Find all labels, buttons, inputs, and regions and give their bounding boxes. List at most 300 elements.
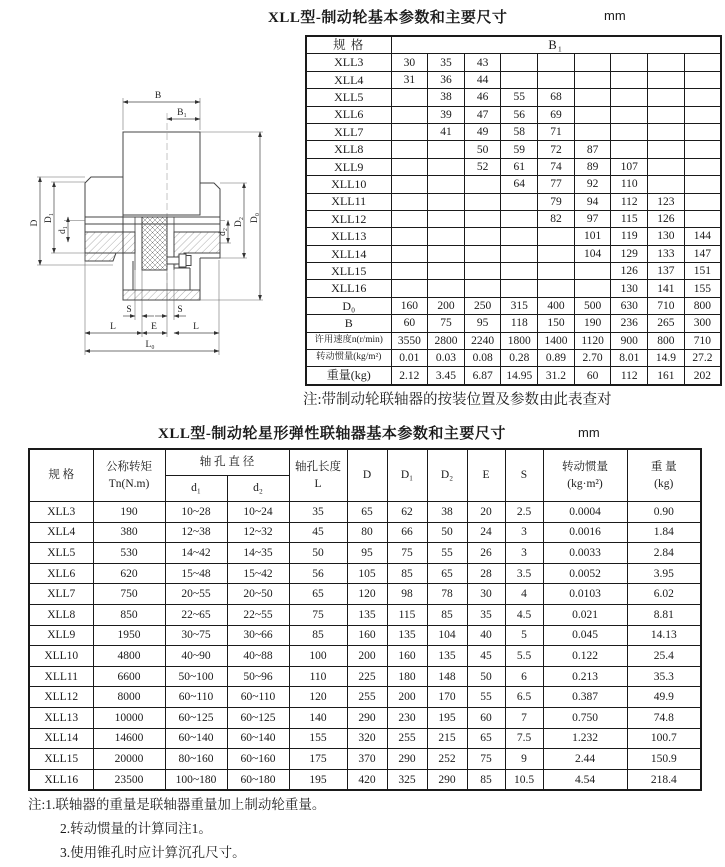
table-cell: 230: [387, 707, 427, 728]
table-cell: 137: [648, 263, 685, 280]
table-row: [29, 604, 701, 625]
row-label: XLL6: [29, 563, 93, 584]
row-label: XLL7: [306, 123, 391, 140]
table-cell: 195: [289, 769, 347, 790]
table-cell: 49.9: [627, 687, 701, 708]
row-label: XLL11: [306, 193, 391, 210]
table-cell: 0.28: [501, 350, 538, 367]
table-cell: 68: [538, 89, 575, 106]
table-cell: 100.7: [627, 728, 701, 749]
table-cell: 14.95: [501, 367, 538, 385]
dim-label-D: D: [30, 219, 40, 227]
table-cell: 0.0004: [543, 502, 627, 523]
table-row: [306, 54, 721, 71]
table-cell: 140: [289, 707, 347, 728]
table-cell: [501, 263, 538, 280]
table-cell: 80~160: [165, 749, 227, 770]
table-cell: 74.8: [627, 707, 701, 728]
table-cell: 62: [387, 502, 427, 523]
table-cell: 3.95: [627, 563, 701, 584]
table-cell: 60: [391, 315, 428, 332]
table-cell: 0.01: [391, 350, 428, 367]
table-cell: 75: [289, 604, 347, 625]
table-cell: 14~35: [227, 543, 289, 564]
table-cell: 265: [648, 315, 685, 332]
table-cell: 79: [538, 193, 575, 210]
col-d2: d₂: [227, 476, 289, 502]
brake-wheel-rim: [123, 132, 200, 215]
table-cell: 50: [289, 543, 347, 564]
spec-header: 规 格: [306, 36, 391, 54]
table-cell: [574, 263, 611, 280]
table-cell: [648, 54, 685, 71]
col-torque-line2: Tn(N.m): [108, 477, 150, 490]
table-cell: 60~140: [165, 728, 227, 749]
table-cell: [611, 123, 648, 140]
table-row: [306, 297, 721, 314]
brake-wheel-table-wrap: [305, 35, 722, 386]
table-cell: 850: [93, 604, 165, 625]
table2-unit: mm: [578, 425, 600, 440]
table-cell: [611, 141, 648, 158]
row-label: XLL4: [306, 71, 391, 88]
table-cell: 300: [684, 315, 721, 332]
table-cell: 7.5: [505, 728, 543, 749]
table-cell: 14600: [93, 728, 165, 749]
table-cell: [391, 123, 428, 140]
table-cell: 630: [611, 297, 648, 314]
table-cell: 82: [538, 210, 575, 227]
table-cell: [538, 280, 575, 297]
col-bore-length-line2: L: [314, 477, 322, 490]
table-row: [29, 584, 701, 605]
table-cell: 370: [347, 749, 387, 770]
bolt-nut: [186, 256, 191, 266]
table-cell: 40~88: [227, 646, 289, 667]
table-cell: 236: [611, 315, 648, 332]
footnote-1: 注:1.联轴器的重量是联轴器重量加上制动轮重量。: [28, 797, 326, 812]
table-row: [306, 106, 721, 123]
col-E: E: [467, 449, 505, 502]
dim-label-S-right: S: [177, 305, 183, 315]
col-bore-diameter: 轴 孔 直 径: [165, 449, 289, 476]
table-cell: 250: [464, 297, 501, 314]
table-cell: 2.12: [391, 367, 428, 385]
table-cell: 2.70: [574, 350, 611, 367]
row-label: XLL6: [306, 106, 391, 123]
table-cell: 65: [289, 584, 347, 605]
table-cell: [428, 158, 465, 175]
table-row: [306, 210, 721, 227]
table-cell: 75: [467, 749, 505, 770]
table-cell: 78: [427, 584, 467, 605]
row-label: XLL12: [29, 687, 93, 708]
table-cell: [501, 210, 538, 227]
table-cell: 98: [387, 584, 427, 605]
table-cell: 215: [427, 728, 467, 749]
table-row: [306, 280, 721, 297]
table-row: [29, 687, 701, 708]
table-cell: 710: [684, 332, 721, 349]
table-row: [306, 176, 721, 193]
table-cell: 400: [538, 297, 575, 314]
table-cell: 150.9: [627, 749, 701, 770]
table-cell: 0.03: [428, 350, 465, 367]
table-cell: [428, 193, 465, 210]
table-cell: [428, 245, 465, 262]
table-cell: [428, 280, 465, 297]
table-cell: 115: [387, 604, 427, 625]
table-cell: 69: [538, 106, 575, 123]
table-cell: 26: [467, 543, 505, 564]
table-cell: 112: [611, 367, 648, 385]
table-cell: 195: [427, 707, 467, 728]
table-cell: 50~96: [227, 666, 289, 687]
table-cell: 35: [289, 502, 347, 523]
row-label: XLL13: [306, 228, 391, 245]
table-row: [306, 350, 721, 367]
table-cell: 55: [467, 687, 505, 708]
table-cell: 800: [648, 332, 685, 349]
table-cell: [574, 54, 611, 71]
table-cell: [391, 263, 428, 280]
table-cell: 620: [93, 563, 165, 584]
table-cell: [684, 123, 721, 140]
b1-header: B₁: [391, 36, 721, 54]
table-row: [306, 89, 721, 106]
coupling-table: [28, 448, 702, 791]
table-cell: 10~24: [227, 502, 289, 523]
table-cell: 50: [464, 141, 501, 158]
table-cell: [648, 89, 685, 106]
table-cell: 15~42: [227, 563, 289, 584]
table-cell: 160: [391, 297, 428, 314]
table-cell: 133: [648, 245, 685, 262]
row-label: XLL13: [29, 707, 93, 728]
table-cell: 20: [467, 502, 505, 523]
col-d1: d₁: [165, 476, 227, 502]
table-cell: 60~110: [165, 687, 227, 708]
table-cell: [648, 106, 685, 123]
table-cell: 2.5: [505, 502, 543, 523]
table-cell: 0.90: [627, 502, 701, 523]
table-cell: 380: [93, 522, 165, 543]
table-cell: 0.0016: [543, 522, 627, 543]
table-cell: 60~140: [227, 728, 289, 749]
table-cell: 20~50: [227, 584, 289, 605]
coupling-table-body: [29, 502, 701, 791]
table-cell: 40~90: [165, 646, 227, 667]
table-cell: 24: [467, 522, 505, 543]
table-cell: 10.5: [505, 769, 543, 790]
table-cell: 36: [428, 71, 465, 88]
table-cell: 0.89: [538, 350, 575, 367]
table-cell: 66: [387, 522, 427, 543]
table-row: [306, 228, 721, 245]
table-cell: [684, 89, 721, 106]
table-cell: [391, 106, 428, 123]
table-cell: 46: [464, 89, 501, 106]
table-cell: 55: [427, 543, 467, 564]
table-cell: 150: [538, 315, 575, 332]
table-row: [29, 563, 701, 584]
table-cell: 95: [347, 543, 387, 564]
table-cell: 2.84: [627, 543, 701, 564]
footnotes: [28, 793, 325, 865]
table-cell: 43: [464, 54, 501, 71]
dim-label-D1: D₁: [44, 212, 54, 224]
col-inertia-line2: (kg·m²): [567, 477, 603, 490]
table-row: [29, 646, 701, 667]
table-cell: 12~32: [227, 522, 289, 543]
coupling-table-head: [29, 449, 701, 502]
table-cell: 23500: [93, 769, 165, 790]
table-cell: 75: [428, 315, 465, 332]
table-cell: 290: [387, 749, 427, 770]
table-cell: 31.2: [538, 367, 575, 385]
table-cell: 500: [574, 297, 611, 314]
table-cell: 0.045: [543, 625, 627, 646]
table-cell: 20~55: [165, 584, 227, 605]
table-cell: 155: [684, 280, 721, 297]
table-cell: 175: [289, 749, 347, 770]
table-cell: 25.4: [627, 646, 701, 667]
table-cell: [464, 210, 501, 227]
table-cell: [428, 141, 465, 158]
bolt-head: [179, 254, 186, 267]
table-cell: 65: [427, 563, 467, 584]
table-cell: 750: [93, 584, 165, 605]
table-cell: 0.0033: [543, 543, 627, 564]
table-cell: 60~180: [227, 769, 289, 790]
table-cell: [684, 106, 721, 123]
footnote-2: 2.转动惯量的计算同注1。: [60, 821, 212, 836]
dim-label-S-left: S: [126, 305, 132, 315]
table-cell: [391, 141, 428, 158]
table-cell: [464, 263, 501, 280]
table-cell: [464, 280, 501, 297]
table-cell: [538, 71, 575, 88]
table1-title: XLL型-制动轮基本参数和主要尺寸: [268, 10, 508, 26]
table-row: [306, 332, 721, 349]
table-cell: 8.81: [627, 604, 701, 625]
dim-label-B1: B₁: [177, 108, 187, 118]
dim-label-E: E: [151, 322, 157, 332]
table-cell: 75: [387, 543, 427, 564]
table-cell: 60~125: [165, 707, 227, 728]
table-row: [306, 367, 721, 385]
table-cell: 47: [464, 106, 501, 123]
table-header-row: [306, 36, 721, 54]
table-row: [306, 158, 721, 175]
table-cell: [611, 89, 648, 106]
table-cell: [611, 54, 648, 71]
table-cell: 190: [574, 315, 611, 332]
table-cell: 15~48: [165, 563, 227, 584]
table-cell: 4.5: [505, 604, 543, 625]
table-cell: [391, 228, 428, 245]
table-row: [306, 141, 721, 158]
table-cell: 1120: [574, 332, 611, 349]
table-row: [29, 666, 701, 687]
table-cell: 135: [387, 625, 427, 646]
footnote-3: 3.使用锥孔时应计算沉孔尺寸。: [60, 845, 246, 860]
table-cell: 65: [347, 502, 387, 523]
table-cell: 255: [387, 728, 427, 749]
table-cell: 1.232: [543, 728, 627, 749]
table-cell: [574, 280, 611, 297]
table-row: [29, 749, 701, 770]
table-cell: [538, 245, 575, 262]
table-cell: 39: [428, 106, 465, 123]
row-label: 重量(kg): [306, 367, 391, 385]
col-spec: 规 格: [29, 449, 93, 502]
table-row: [306, 245, 721, 262]
table-cell: 64: [501, 176, 538, 193]
table-cell: [648, 176, 685, 193]
table-cell: [684, 176, 721, 193]
table-cell: 155: [289, 728, 347, 749]
table-cell: [428, 228, 465, 245]
table-cell: [464, 245, 501, 262]
table-row: [306, 193, 721, 210]
table-cell: 85: [427, 604, 467, 625]
col-weight-line1: 重 量: [650, 460, 677, 473]
table-cell: 1800: [501, 332, 538, 349]
table-cell: 180: [387, 666, 427, 687]
table-cell: [391, 210, 428, 227]
table-cell: 50: [427, 522, 467, 543]
table-cell: 95: [464, 315, 501, 332]
table-cell: [391, 245, 428, 262]
row-label: XLL8: [29, 604, 93, 625]
col-S: S: [505, 449, 543, 502]
table-cell: 2.44: [543, 749, 627, 770]
table-cell: 2800: [428, 332, 465, 349]
table-cell: [428, 210, 465, 227]
dim-label-d1: d₁: [58, 225, 68, 235]
brake-rim-bottom-hatch: [123, 290, 200, 300]
table-cell: 7: [505, 707, 543, 728]
row-label: B: [306, 315, 391, 332]
table-cell: [501, 71, 538, 88]
coupling-table-wrap: [28, 448, 702, 791]
table-cell: 112: [611, 193, 648, 210]
table-cell: 49: [464, 123, 501, 140]
table-cell: 14~42: [165, 543, 227, 564]
table-cell: 1.84: [627, 522, 701, 543]
col-D: D: [347, 449, 387, 502]
table-cell: 130: [611, 280, 648, 297]
table-cell: 107: [611, 158, 648, 175]
table-cell: 200: [387, 687, 427, 708]
table-cell: 92: [574, 176, 611, 193]
row-label: XLL3: [306, 54, 391, 71]
table-cell: 41: [428, 123, 465, 140]
table-cell: 123: [648, 193, 685, 210]
table-cell: 225: [347, 666, 387, 687]
row-label: 许用速度n(r/min): [306, 332, 391, 349]
table-cell: [501, 280, 538, 297]
table-cell: 60: [467, 707, 505, 728]
table-cell: 6600: [93, 666, 165, 687]
table-cell: 0.0103: [543, 584, 627, 605]
table-row: [306, 71, 721, 88]
table-cell: 5: [505, 625, 543, 646]
row-label: XLL15: [29, 749, 93, 770]
table-cell: 110: [289, 666, 347, 687]
brake-table-body: [306, 36, 721, 385]
row-label: XLL16: [306, 280, 391, 297]
table-row: [29, 728, 701, 749]
table-cell: 14.13: [627, 625, 701, 646]
table-cell: 58: [501, 123, 538, 140]
table-cell: 4: [505, 584, 543, 605]
table-cell: [428, 176, 465, 193]
table-cell: 800: [684, 297, 721, 314]
table-cell: 148: [427, 666, 467, 687]
row-label: XLL16: [29, 769, 93, 790]
table-cell: 1400: [538, 332, 575, 349]
table-cell: 85: [289, 625, 347, 646]
table-cell: [538, 228, 575, 245]
table-cell: [648, 141, 685, 158]
table-cell: 0.021: [543, 604, 627, 625]
table-cell: 3.45: [428, 367, 465, 385]
table-cell: 100: [289, 646, 347, 667]
table1-note: 注:带制动轮联轴器的按装位置及参数由此表查对: [303, 392, 612, 408]
table-cell: 80: [347, 522, 387, 543]
table-cell: 252: [427, 749, 467, 770]
table-cell: 530: [93, 543, 165, 564]
table-cell: 0.213: [543, 666, 627, 687]
table-cell: 72: [538, 141, 575, 158]
table-cell: 315: [501, 297, 538, 314]
table-cell: 290: [347, 707, 387, 728]
row-label: XLL11: [29, 666, 93, 687]
coupling-drawing: [30, 85, 300, 410]
table-cell: 190: [93, 502, 165, 523]
table-cell: 31: [391, 71, 428, 88]
table-cell: 170: [427, 687, 467, 708]
col-D1: D₁: [387, 449, 427, 502]
table-cell: [684, 54, 721, 71]
table-cell: 3: [505, 543, 543, 564]
table-cell: 55: [501, 89, 538, 106]
col-D2: D₂: [427, 449, 467, 502]
table-cell: 56: [501, 106, 538, 123]
table-cell: [611, 71, 648, 88]
table-cell: [391, 176, 428, 193]
row-label: XLL9: [29, 625, 93, 646]
table-cell: [501, 245, 538, 262]
table-cell: [648, 123, 685, 140]
row-label: XLL7: [29, 584, 93, 605]
table-cell: 115: [611, 210, 648, 227]
table-cell: 320: [347, 728, 387, 749]
table-cell: 94: [574, 193, 611, 210]
row-label: XLL9: [306, 158, 391, 175]
row-label: XLL10: [306, 176, 391, 193]
table-cell: 119: [611, 228, 648, 245]
table-cell: 35.3: [627, 666, 701, 687]
table-cell: 151: [684, 263, 721, 280]
table-cell: [574, 123, 611, 140]
table-row: [29, 625, 701, 646]
table-cell: 35: [428, 54, 465, 71]
col-inertia-line1: 转动惯量: [562, 460, 608, 473]
table-cell: 60~160: [227, 749, 289, 770]
